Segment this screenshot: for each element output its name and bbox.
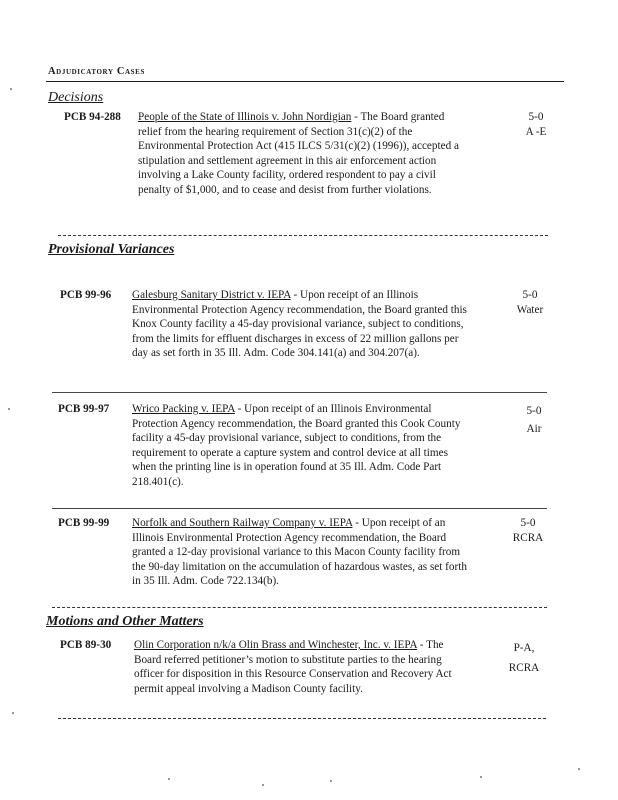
running-head: Adjudicatory Cases [48, 66, 145, 77]
section-divider [58, 718, 546, 719]
scan-speck [10, 88, 12, 90]
case-description [138, 110, 468, 198]
case-text: - Upon receipt of an Illinois Environmental Protection Agency recommendation, the Board granted this Cook County facility a 45-day provisional variance, subject to conditions, from the requirement to operate a capture system and control device at all times when the printing line is in operation found at 35 Ill. Adm. Code Part 218.401(c). [132, 403, 461, 488]
scan-speck [262, 784, 264, 786]
section-title-decisions: Decisions [48, 90, 104, 105]
entry-divider [52, 392, 547, 393]
vote-tally [504, 516, 552, 545]
case-number: PCB 99-97 [58, 403, 110, 415]
scan-speck [330, 780, 332, 782]
vote-tally [500, 638, 548, 678]
case-number: PCB 89-30 [60, 639, 112, 651]
scan-speck [480, 776, 482, 778]
case-description [132, 288, 472, 361]
section-title-motions: Motions and Other Matters [46, 614, 204, 629]
case-text: - Upon receipt of an Illinois Environmental Protection Agency recommendation, the Board granted this Knox County facility a 45-day provisional variance, subject to conditions, from the limits for effluent discharges in excess of 22 million gallons per day as set forth in 35 Ill. Adm. Code 304.141(a) and 304.207(a). [132, 289, 467, 360]
case-title: Wrico Packing v. IEPA [132, 403, 235, 415]
header-rule [46, 81, 564, 82]
case-description [132, 402, 472, 490]
section-divider [58, 235, 548, 236]
case-category: A -E [525, 125, 547, 138]
vote-count: P-A, [513, 642, 535, 654]
case-text: - The Board granted relief from the hearing requirement of Section 31(c)(2) of the Environmental Protection Act (415 ILCS 5/31(c)(2) (1996)), accepted a stipulation and settlement agreement in this air enforcement action involving a Lake County facility, ordered respondent to pay a civil penalty of $1,000, and to cease and desist from further violations. [138, 111, 459, 196]
case-number: PCB 99-99 [58, 517, 110, 529]
case-title: People of the State of Illinois v. John Nordigian [138, 111, 352, 123]
case-text: - Upon receipt of an Illinois Environmental Protection Agency recommendation, the Board granted a 12-day provisional variance to this Macon County facility from the 90-day limitation on the accumulation of hazardous wastes, as set forth in 35 Ill. Adm. Code 722.134(b). [132, 517, 467, 588]
entry-divider [52, 508, 547, 509]
case-title: Olin Corporation n/k/a Olin Brass and Winchester, Inc. v. IEPA [134, 639, 417, 651]
section-divider [52, 607, 547, 608]
case-text: - The Board referred petitioner’s motion to substitute parties to the hearing officer for disposition in this Resource Conservation and Recovery Act permit appeal involving a Madison County facility. [134, 639, 452, 695]
vote-tally [506, 288, 554, 317]
case-number: PCB 99-96 [60, 289, 112, 301]
case-category: RCRA [512, 531, 544, 544]
vote-count: 5-0 [526, 405, 542, 417]
case-category: RCRA [508, 662, 540, 674]
case-category: Air [526, 423, 542, 435]
scan-speck [8, 408, 10, 410]
case-description [134, 638, 470, 696]
vote-tally [510, 402, 558, 438]
scan-speck [168, 778, 170, 780]
vote-count: 5-0 [528, 111, 544, 123]
case-category: Water [516, 303, 544, 316]
case-number: PCB 94-288 [64, 111, 121, 123]
scan-speck [12, 712, 14, 714]
scan-speck [578, 768, 580, 770]
vote-count: 5-0 [522, 289, 538, 301]
case-title: Galesburg Sanitary District v. IEPA [132, 289, 291, 301]
vote-tally [512, 110, 560, 139]
case-title: Norfolk and Southern Railway Company v. IEPA [132, 517, 353, 529]
case-description [132, 516, 472, 589]
vote-count: 5-0 [520, 517, 536, 529]
section-title-provisional-variances: Provisional Variances [48, 242, 175, 257]
